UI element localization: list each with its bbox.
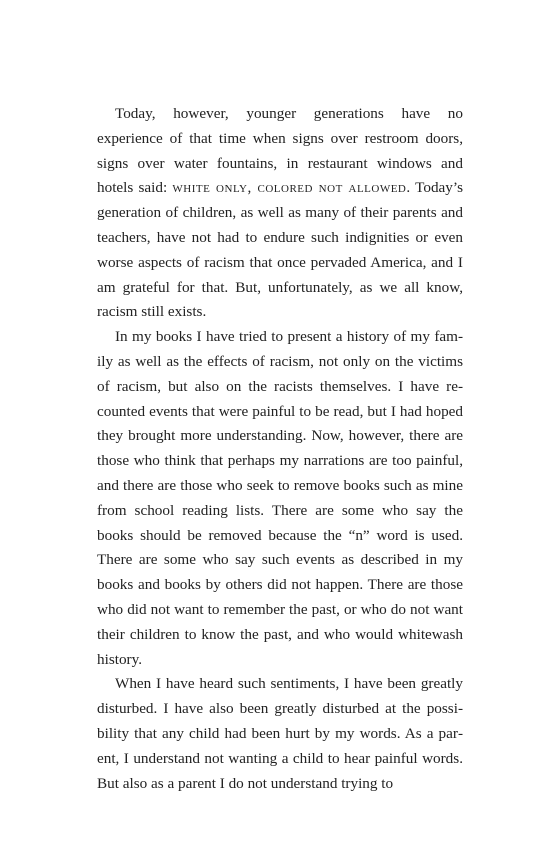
paragraph-1-text-before: Today, however, younger generations have no experience of that time when signs over restroom doors, signs over water fountains, in restaurant windows and hotels said: xyxy=(97,105,463,197)
sign-text-smallcaps: white only, colored not allowed xyxy=(172,179,407,197)
book-page-text xyxy=(97,102,463,796)
paragraph-1-text-after: . Today’s generation of children, as well as many of their parents and teachers, have not had to endure such indignities or even worse aspects of racism that once pervaded America, and I am grateful for that. But, unfortunately, as we all know, racism still exists. xyxy=(97,179,463,321)
paragraph-2: In my books I have tried to present a history of my family as well as the effects of racism, not only on the victims of racism, but also on the racists themselves. I have recounted events that were painful to be read, but I had hoped they brought more understanding. Now, however, there are those who think that perhaps my narrations are too painful, and there are those who seek to remove books such as mine from school reading lists. There are some who say the books should be removed because the “n” word is used. There are some who say such events as described in my books and books by others did not happen. There are those who did not want to remember the past, or who do not want their children to know the past, and who would whitewash history. xyxy=(97,328,463,668)
paragraph-1 xyxy=(97,102,463,325)
paragraph-3: When I have heard such sentiments, I have been greatly disturbed. I have also been greatly disturbed at the possibility that any child had been hurt by my words. As a parent, I understand not wanting a child to hear painful words. But also as a parent I do not understand trying to xyxy=(97,675,463,792)
